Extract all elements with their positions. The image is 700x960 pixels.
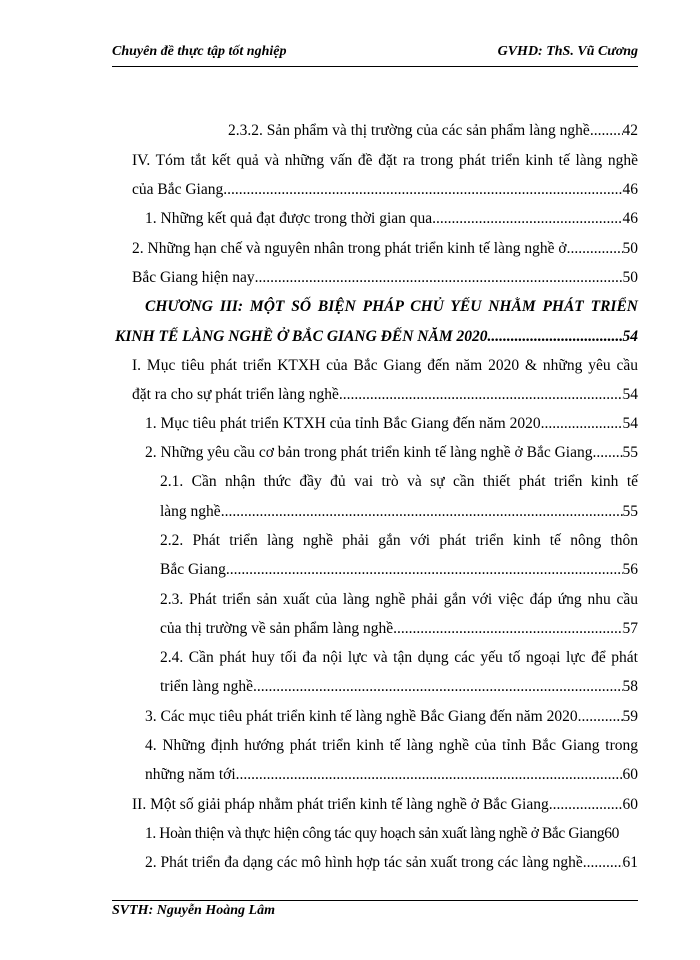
toc-entry[interactable] — [132, 236, 638, 262]
toc-entry[interactable] — [145, 850, 638, 876]
toc-entry[interactable] — [160, 616, 638, 642]
toc-entry-text: 1. Những kết quả đạt được trong thời gian qua — [145, 210, 433, 227]
toc-entry[interactable] — [160, 469, 638, 495]
toc-entry-page: 55 — [622, 503, 638, 520]
toc-entry-page: 54 — [622, 328, 638, 345]
toc-entry-text: đặt ra cho sự phát triển làng nghề — [132, 386, 339, 403]
toc-entry-page: 50 — [622, 269, 638, 286]
toc-entry-page: 61 — [622, 854, 638, 871]
toc-entry-text: 3. Các mục tiêu phát triển kinh tế làng nghề Bắc Giang đến năm 2020 — [145, 708, 578, 725]
toc-entry-page: 57 — [622, 620, 638, 637]
leader-dots — [255, 265, 623, 291]
toc-entry-page: 60 — [604, 825, 619, 842]
leader-dots — [567, 236, 623, 262]
toc-entry-text: làng nghề — [160, 503, 221, 520]
toc-entry[interactable] — [160, 557, 638, 583]
toc-entry-page: 50 — [622, 240, 638, 257]
toc-entry[interactable] — [160, 674, 638, 700]
leader-dots — [432, 206, 622, 232]
leader-dots — [221, 499, 623, 525]
toc-entry-text: triển làng nghề — [160, 678, 253, 695]
toc-entry[interactable] — [145, 411, 638, 437]
toc-entry-text: Bắc Giang hiện nay — [132, 269, 255, 286]
toc-entry[interactable] — [145, 821, 638, 847]
leader-dots — [583, 850, 623, 876]
toc-entry-text: 2. Phát triển đa dạng các mô hình hợp tác sản xuất trong các làng nghề — [145, 854, 583, 871]
toc-entry-text: 1. Mục tiêu phát triển KTXH của tỉnh Bắc Giang đến năm 2020 — [145, 415, 541, 432]
toc-entry[interactable] — [145, 704, 638, 730]
toc-entry-text: 2. Những hạn chế và nguyên nhân trong phát triển kinh tế làng nghề ở — [132, 240, 567, 257]
toc-entry-text: CHƯƠNG III: MỘT SỐ BIỆN PHÁP CHỦ YẾU NHẰM PHÁT TRIỂN — [145, 298, 638, 315]
toc-entry-page: 60 — [622, 766, 638, 783]
toc-entry[interactable] — [145, 733, 638, 759]
toc-entry-page: 46 — [622, 210, 638, 227]
toc-entry-text: I. Mục tiêu phát triển KTXH của Bắc Giang đến năm 2020 & những yêu cầu — [132, 357, 638, 374]
toc-entry-page: 56 — [622, 561, 638, 578]
toc-entry-text: IV. Tóm tắt kết quả và những vấn đề đặt ra trong phát triển kinh tế làng nghề — [132, 152, 638, 169]
leader-dots — [541, 411, 623, 437]
header-advisor: GVHD: ThS. Vũ Cương — [497, 44, 638, 59]
toc-entry-text: của thị trường về sản phẩm làng nghề — [160, 620, 394, 637]
toc-chapter-heading[interactable] — [145, 294, 638, 320]
toc-entry[interactable] — [132, 382, 638, 408]
toc-entry[interactable] — [160, 499, 638, 525]
toc-entry[interactable] — [160, 645, 638, 671]
leader-dots — [549, 792, 623, 818]
toc-entry-text: KINH TẾ LÀNG NGHỀ Ở BẮC GIANG ĐẾN NĂM 2020 — [115, 328, 488, 345]
header-divider — [112, 66, 638, 67]
toc-entry[interactable] — [132, 148, 638, 174]
leader-dots — [578, 704, 623, 730]
toc-entry-page: 55 — [622, 444, 638, 461]
toc-entry-text: 2.3.2. Sản phẩm và thị trường của các sản phẩm làng nghề — [228, 122, 590, 139]
leader-dots — [393, 616, 622, 642]
toc-entry[interactable] — [145, 206, 638, 232]
leader-dots — [223, 177, 622, 203]
leader-dots — [487, 324, 622, 350]
toc-entry-text: Bắc Giang — [160, 561, 226, 578]
toc-entry-text: II. Một số giải pháp nhằm phát triển kinh tế làng nghề ở Bắc Giang — [132, 796, 549, 813]
toc-entry-page: 59 — [622, 708, 638, 725]
toc-chapter-heading[interactable] — [115, 324, 638, 350]
toc-entry-text: 1. Hoàn thiện và thực hiện công tác quy hoạch sản xuất làng nghề ở Bắc Giang — [145, 825, 605, 842]
leader-dots — [253, 674, 623, 700]
toc-entry-text: những năm tới — [145, 766, 236, 783]
footer-divider — [112, 900, 638, 901]
leader-dots — [592, 440, 622, 466]
toc-entry-page: 46 — [622, 181, 638, 198]
footer-student-name: SVTH: Nguyễn Hoàng Lâm — [112, 903, 275, 918]
toc-entry-text: 2.1. Cần nhận thức đầy đủ vai trò và sự cần thiết phát triển kinh tế — [160, 473, 638, 490]
toc-entry-text: 2.4. Cần phát huy tối đa nội lực và tận dụng các yếu tố ngoại lực để phát — [160, 649, 638, 666]
toc-entry-text: của Bắc Giang — [132, 181, 224, 198]
toc-entry[interactable] — [228, 118, 638, 144]
toc-entry[interactable] — [160, 587, 638, 613]
leader-dots — [339, 382, 623, 408]
toc-entry[interactable] — [145, 762, 638, 788]
toc-entry[interactable] — [132, 265, 638, 291]
toc-entry[interactable] — [132, 792, 638, 818]
toc-entry[interactable] — [132, 353, 638, 379]
leader-dots — [226, 557, 623, 583]
toc-entry-page: 54 — [622, 415, 638, 432]
toc-entry[interactable] — [145, 440, 638, 466]
leader-dots — [590, 118, 623, 144]
page-header — [112, 44, 638, 64]
toc-entry-text: 2.3. Phát triển sản xuất của làng nghề phải gắn với việc đáp ứng nhu cầu — [160, 591, 638, 608]
toc-entry-text: 2. Những yêu cầu cơ bản trong phát triển kinh tế làng nghề ở Bắc Giang — [145, 444, 593, 461]
toc-entry[interactable] — [132, 177, 638, 203]
leader-dots — [236, 762, 623, 788]
toc-entry-page: 60 — [622, 796, 638, 813]
toc-entry-text: 4. Những định hướng phát triển kinh tế làng nghề của tỉnh Bắc Giang trong — [145, 737, 638, 754]
toc-entry-page: 42 — [622, 122, 638, 139]
header-document-title: Chuyên đề thực tập tốt nghiệp — [112, 44, 287, 59]
toc-entry-text: 2.2. Phát triển làng nghề phải gắn với phát triển kinh tế nông thôn — [160, 532, 638, 549]
toc-entry-page: 54 — [622, 386, 638, 403]
toc-entry[interactable] — [160, 528, 638, 554]
toc-entry-page: 58 — [622, 678, 638, 695]
